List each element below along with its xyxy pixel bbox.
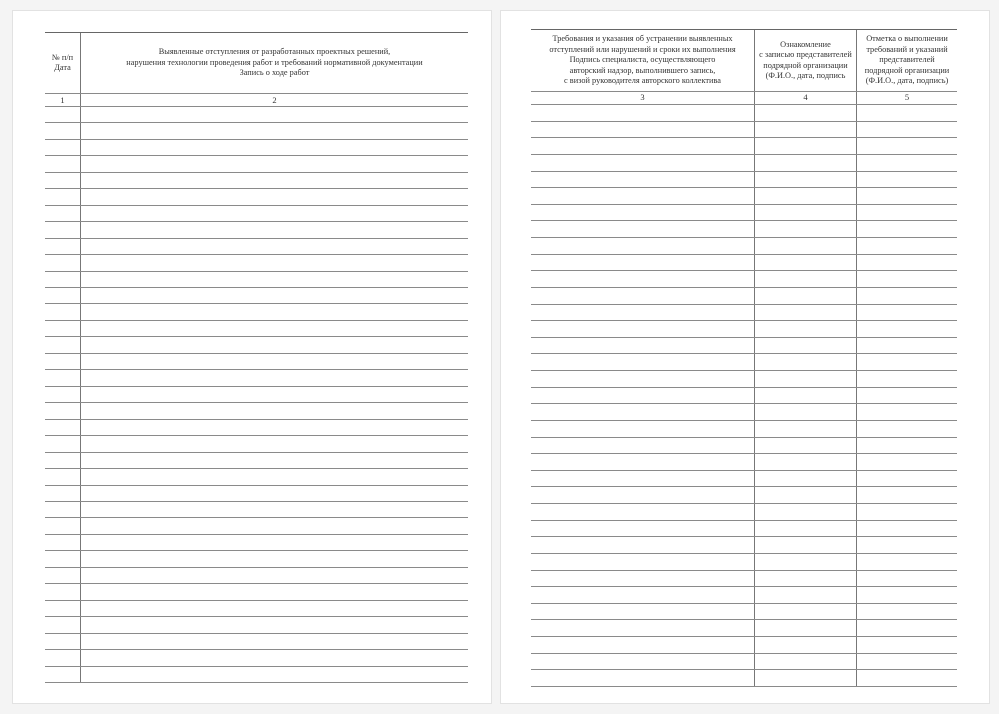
header-deviations: Выявленные отступления от разработанных проектных решений, нарушения технологии проведения работ и требований нормативной документации Запись о ходе работ bbox=[126, 47, 423, 78]
row-line bbox=[531, 220, 957, 221]
row-line bbox=[531, 470, 957, 471]
row-line bbox=[45, 583, 468, 584]
row-line bbox=[45, 353, 468, 354]
row-line bbox=[531, 121, 957, 122]
row-line bbox=[45, 205, 468, 206]
column-number-2: 2 bbox=[272, 95, 277, 105]
row-line bbox=[45, 287, 468, 288]
row-line bbox=[45, 122, 468, 123]
row-line bbox=[531, 420, 957, 421]
left-journal-table bbox=[45, 32, 468, 683]
row-line bbox=[531, 171, 957, 172]
row-line bbox=[45, 106, 468, 107]
row-line bbox=[531, 570, 957, 571]
row-line bbox=[531, 254, 957, 255]
header-number-date: № п/п Дата bbox=[51, 52, 74, 72]
row-line bbox=[531, 486, 957, 487]
row-line bbox=[531, 603, 957, 604]
right-journal-table bbox=[531, 29, 957, 687]
row-line bbox=[531, 237, 957, 238]
row-line bbox=[45, 320, 468, 321]
column-divider bbox=[754, 30, 755, 687]
row-line bbox=[45, 468, 468, 469]
row-line bbox=[45, 254, 468, 255]
row-line bbox=[531, 636, 957, 637]
row-line bbox=[531, 154, 957, 155]
row-line bbox=[45, 303, 468, 304]
row-line bbox=[531, 669, 957, 670]
row-line bbox=[531, 270, 957, 271]
row-line bbox=[45, 600, 468, 601]
column-divider bbox=[856, 30, 857, 687]
row-line bbox=[531, 653, 957, 654]
right-page bbox=[500, 10, 990, 704]
column-number-4: 4 bbox=[803, 92, 808, 102]
row-line bbox=[531, 536, 957, 537]
row-line bbox=[531, 619, 957, 620]
row-line bbox=[531, 520, 957, 521]
row-line bbox=[45, 616, 468, 617]
row-line bbox=[531, 403, 957, 404]
row-line bbox=[45, 666, 468, 667]
row-line bbox=[45, 550, 468, 551]
row-line bbox=[531, 586, 957, 587]
row-line bbox=[45, 336, 468, 337]
row-line bbox=[45, 435, 468, 436]
row-line bbox=[531, 387, 957, 388]
header-completion-mark: Отметка о выполнении требований и указаний представителей подрядной организации (Ф.И.О., дата, подпись) bbox=[864, 34, 950, 86]
row-line bbox=[531, 503, 957, 504]
row-line bbox=[531, 453, 957, 454]
row-line bbox=[45, 485, 468, 486]
row-line bbox=[531, 104, 957, 105]
row-line bbox=[531, 353, 957, 354]
row-line bbox=[45, 155, 468, 156]
row-line bbox=[531, 370, 957, 371]
row-line bbox=[531, 137, 957, 138]
row-line bbox=[531, 204, 957, 205]
column-number-5: 5 bbox=[904, 92, 910, 102]
row-line bbox=[45, 452, 468, 453]
row-line bbox=[531, 337, 957, 338]
row-line bbox=[45, 139, 468, 140]
row-line bbox=[45, 402, 468, 403]
row-line bbox=[45, 567, 468, 568]
row-line bbox=[45, 419, 468, 420]
row-line bbox=[531, 287, 957, 288]
column-number-3: 3 bbox=[640, 92, 645, 102]
row-line bbox=[45, 682, 468, 683]
row-line bbox=[531, 553, 957, 554]
column-divider bbox=[80, 33, 81, 683]
row-line bbox=[45, 649, 468, 650]
row-line bbox=[45, 172, 468, 173]
header-acknowledgement: Ознакомление с записью представителей подрядной организации (Ф.И.О., дата, подпись bbox=[759, 39, 852, 80]
row-line bbox=[531, 437, 957, 438]
row-line bbox=[45, 501, 468, 502]
row-line bbox=[531, 187, 957, 188]
row-line bbox=[531, 304, 957, 305]
row-line bbox=[45, 534, 468, 535]
row-line bbox=[45, 238, 468, 239]
row-line bbox=[531, 686, 957, 687]
row-line bbox=[45, 386, 468, 387]
column-number-1: 1 bbox=[60, 95, 65, 105]
row-line bbox=[45, 369, 468, 370]
left-page bbox=[12, 10, 492, 704]
row-line bbox=[531, 320, 957, 321]
row-line bbox=[45, 517, 468, 518]
row-line bbox=[45, 633, 468, 634]
row-line bbox=[45, 188, 468, 189]
row-line bbox=[45, 221, 468, 222]
header-requirements: Требования и указания об устранении выявленных отступлений или нарушений и сроки их выполнения Подпись специалиста, осуществляющего авторский надзор, выполнившего запись, с визой руководителя авторского коллектива bbox=[549, 34, 736, 86]
row-line bbox=[45, 271, 468, 272]
